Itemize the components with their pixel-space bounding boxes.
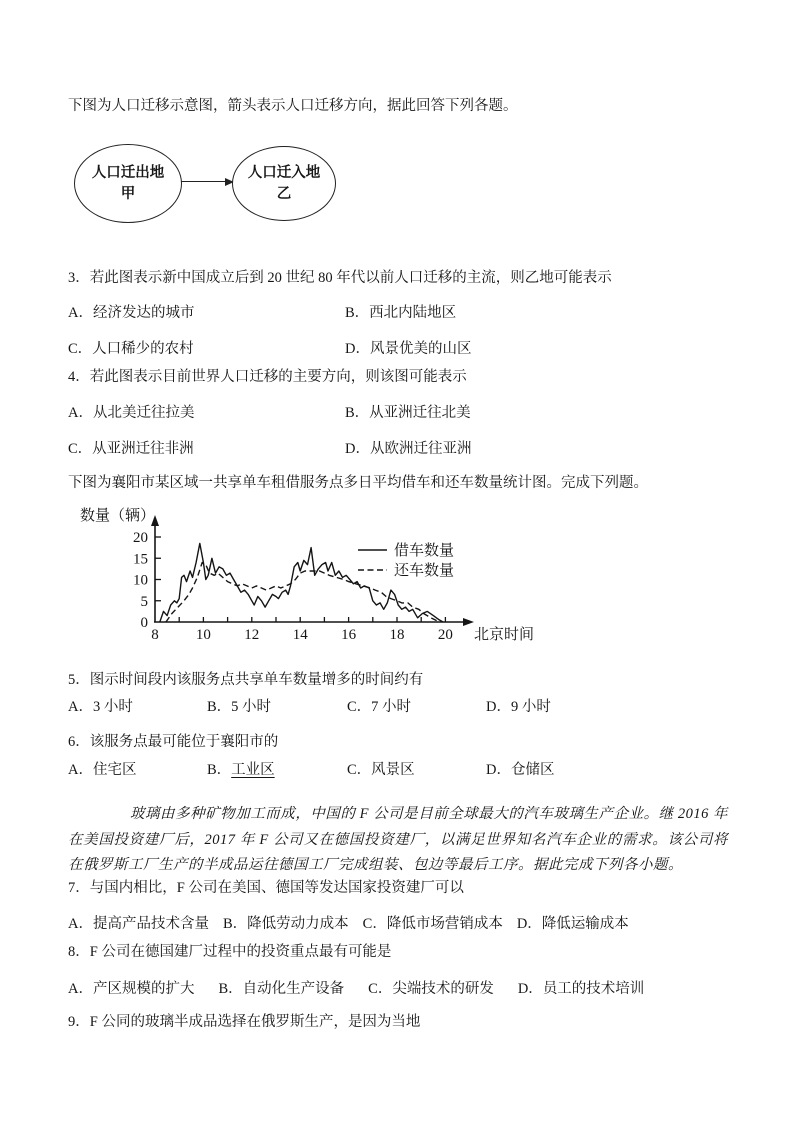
option: D．员工的技术培训 bbox=[517, 980, 645, 997]
option: C．尖端技术的研发 bbox=[368, 980, 494, 997]
option: B．降低劳动力成本 bbox=[222, 915, 349, 932]
svg-text:10: 10 bbox=[195, 627, 211, 643]
migration-destination-oval bbox=[232, 146, 336, 221]
option: B．从亚洲迁往北美 bbox=[345, 405, 471, 421]
migration-origin-oval bbox=[74, 144, 182, 223]
option: A．经济发达的城市 bbox=[68, 305, 195, 321]
svg-text:5: 5 bbox=[140, 593, 148, 610]
svg-text:北京时间: 北京时间 bbox=[474, 627, 535, 643]
intro-bike-chart: 下图为襄阳市某区域一共享单车租借服务点多日平均借车和还车数量统计图。完成下列题。 bbox=[68, 475, 648, 491]
svg-text:12: 12 bbox=[244, 627, 260, 643]
option: C．降低市场营销成本 bbox=[362, 915, 503, 932]
question-6-stem: 6．该服务点最可能位于襄阳市的 bbox=[68, 734, 279, 750]
option: A．从北美迁往拉美 bbox=[68, 405, 195, 421]
svg-text:20: 20 bbox=[437, 627, 453, 643]
question-8-options bbox=[68, 980, 728, 999]
svg-text:还车数量: 还车数量 bbox=[394, 563, 455, 579]
option: A．3 小时 bbox=[68, 699, 133, 715]
question-4-stem: 4．若此图表示目前世界人口迁移的主要方向，则该图可能表示 bbox=[68, 369, 467, 385]
option: D．仓储区 bbox=[486, 762, 555, 778]
question-3-stem: 3．若此图表示新中国成立后到 20 世纪 80 年代以前人口迁移的主流，则乙地可能表示 bbox=[68, 270, 612, 286]
option: D．9 小时 bbox=[486, 699, 551, 715]
option: C．人口稀少的农村 bbox=[68, 341, 194, 357]
option: A．提高产品技术含量 bbox=[68, 915, 209, 932]
question-9-stem: 9．F 公同的玻璃半成品选择在俄罗斯生产，是因为当地 bbox=[68, 1013, 421, 1030]
option: C．从亚洲迁往非洲 bbox=[68, 441, 194, 457]
destination-label: 人口迁入地 bbox=[247, 164, 321, 181]
question-4-options bbox=[68, 404, 728, 459]
option: D．风景优美的山区 bbox=[345, 341, 472, 357]
question-7-options bbox=[68, 915, 728, 934]
svg-text:0: 0 bbox=[140, 615, 148, 631]
svg-text:15: 15 bbox=[133, 551, 148, 568]
question-8-stem: 8．F 公司在德国建厂过程中的投资重点最有可能是 bbox=[68, 943, 392, 960]
question-5-options bbox=[68, 698, 728, 717]
svg-text:20: 20 bbox=[133, 530, 148, 546]
origin-label: 人口迁出地 bbox=[91, 164, 165, 181]
bike-chart bbox=[68, 504, 728, 654]
intro-migration: 下图为人口迁移示意图，箭头表示人口迁移方向，据此回答下列各题。 bbox=[68, 98, 518, 114]
option: B．5 小时 bbox=[207, 699, 272, 715]
svg-text:16: 16 bbox=[341, 627, 357, 643]
question-3-options bbox=[68, 304, 728, 359]
question-7-stem: 7．与国内相比，F 公司在美国、德国等发达国家投资建厂可以 bbox=[68, 879, 464, 896]
option: B．自动化生产设备 bbox=[218, 980, 345, 997]
svg-text:借车数量: 借车数量 bbox=[394, 543, 455, 559]
option: D．降低运输成本 bbox=[516, 915, 629, 932]
svg-text:14: 14 bbox=[292, 627, 308, 643]
option: A．产区规模的扩大 bbox=[68, 980, 195, 997]
svg-text:数量（辆）: 数量（辆） bbox=[80, 508, 156, 524]
migration-arrow-line bbox=[181, 181, 227, 182]
option: D．从欧洲迁往亚洲 bbox=[345, 441, 472, 457]
option: B．西北内陆地区 bbox=[345, 305, 457, 321]
svg-text:8: 8 bbox=[151, 627, 159, 643]
migration-diagram bbox=[68, 130, 728, 253]
svg-text:10: 10 bbox=[133, 572, 148, 589]
bike-chart-svg bbox=[68, 504, 608, 654]
destination-name: 乙 bbox=[276, 185, 292, 202]
svg-text:18: 18 bbox=[389, 627, 405, 643]
origin-name: 甲 bbox=[120, 185, 136, 202]
option: C．风景区 bbox=[347, 762, 415, 778]
option: C．7 小时 bbox=[347, 699, 412, 715]
material-paragraph: 玻璃由多种矿物加工而成，中国的 F 公司是目前全球最大的汽车玻璃生产企业。继 2016 年在美国投资建厂后，2017 年 F 公司又在德国投资建厂，以满足世界知名汽车企业的需求。该公司将在俄罗斯工厂生产的半成品运往德国工厂完成组装、包边等最后工序。据此完成下列各小题。 bbox=[68, 806, 728, 873]
question-6-options bbox=[68, 761, 728, 780]
question-5-stem: 5．图示时间段内该服务点共享单车数量增多的时间约有 bbox=[68, 672, 424, 688]
option: A．住宅区 bbox=[68, 762, 137, 778]
option: B．工业区 bbox=[207, 762, 275, 778]
